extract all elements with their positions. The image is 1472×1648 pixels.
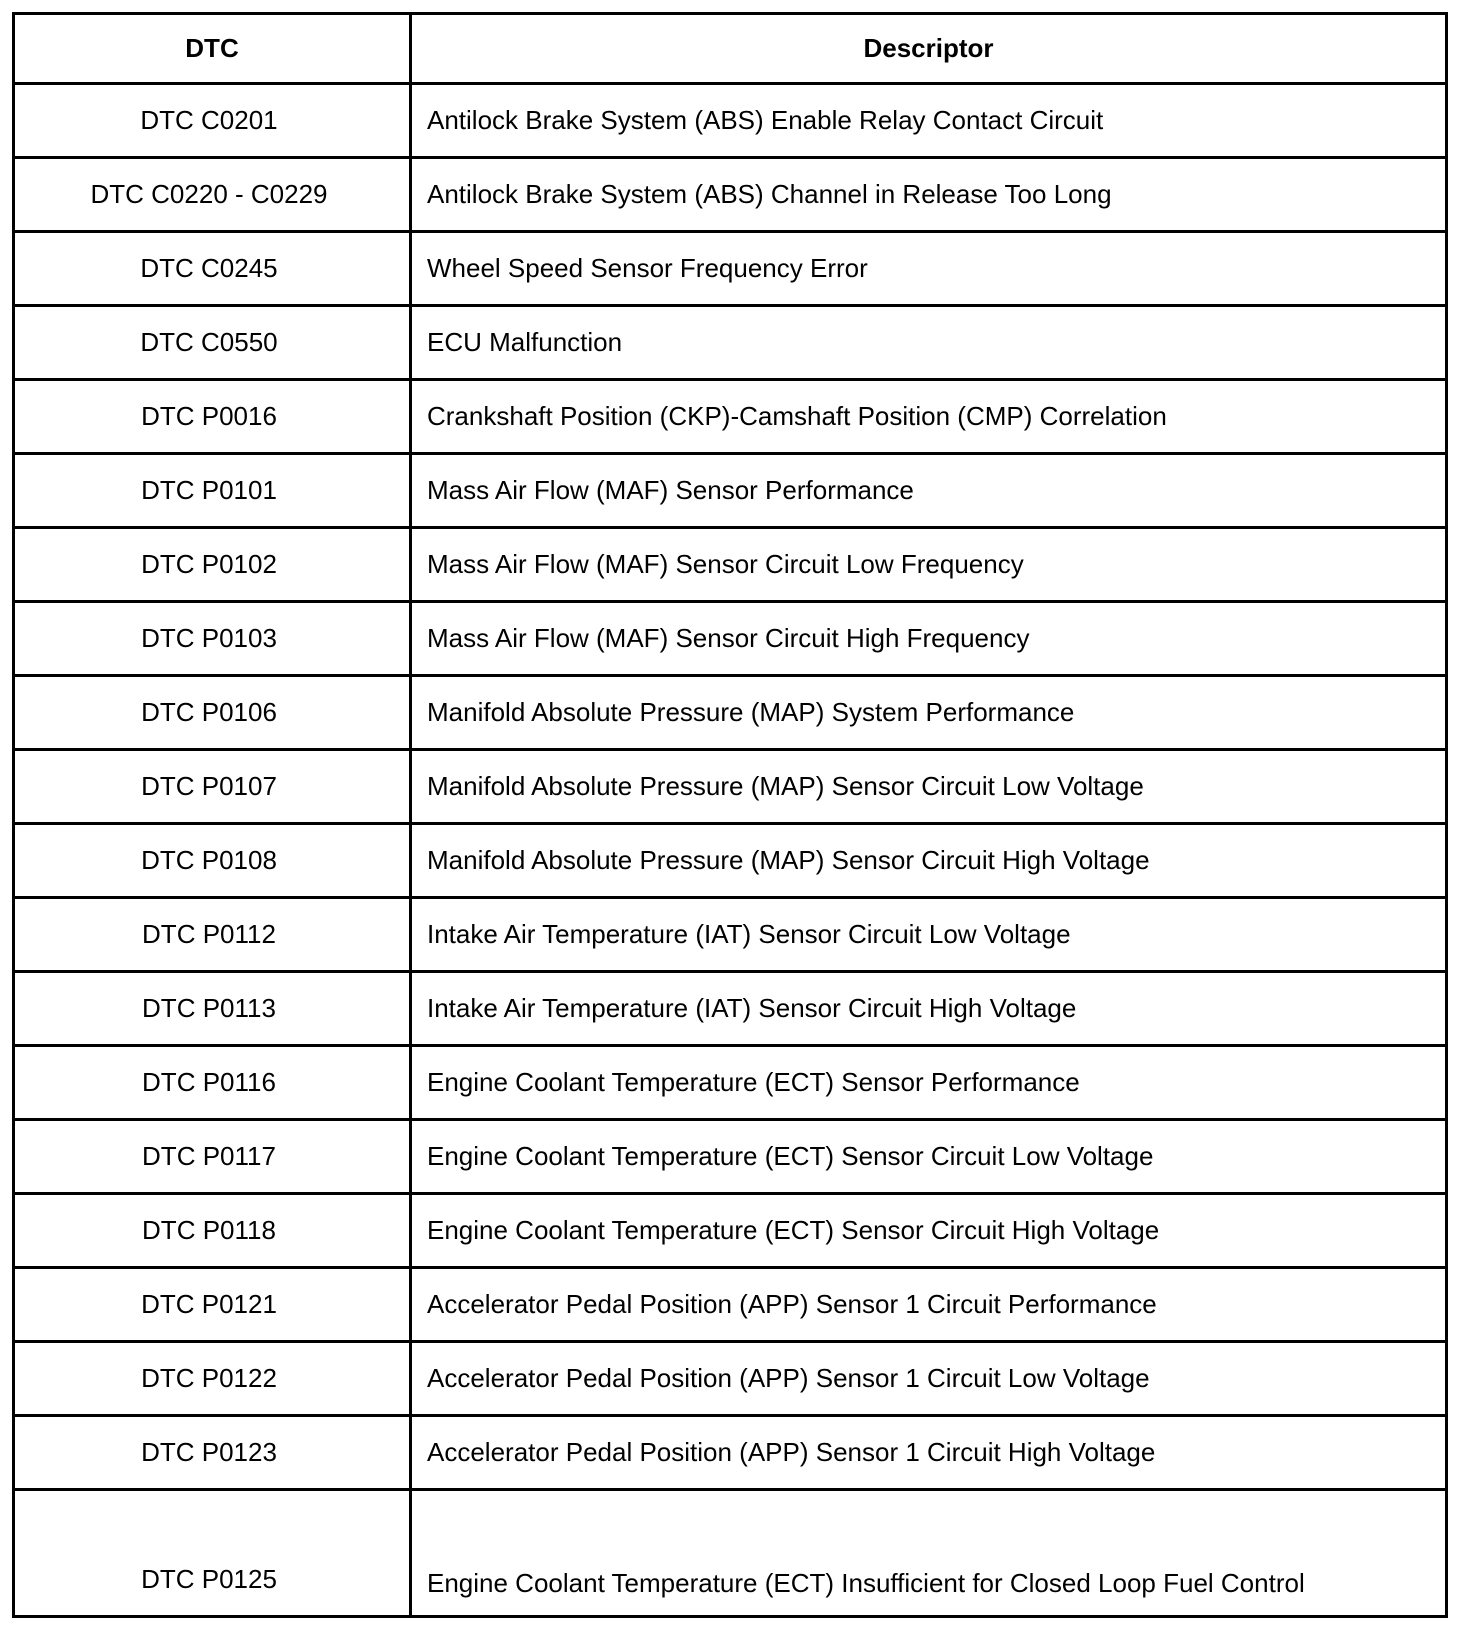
table-row (14, 380, 1447, 454)
header-descriptor: Descriptor (411, 14, 1447, 84)
table-row (14, 1268, 1447, 1342)
table-row (14, 750, 1447, 824)
descriptor-cell: Manifold Absolute Pressure (MAP) System Performance (411, 676, 1447, 750)
descriptor-cell: Intake Air Temperature (IAT) Sensor Circuit High Voltage (411, 972, 1447, 1046)
dtc-code-cell: DTC P0125 (14, 1490, 411, 1617)
descriptor-cell: Wheel Speed Sensor Frequency Error (411, 232, 1447, 306)
table-row (14, 972, 1447, 1046)
dtc-code-cell: DTC P0103 (14, 602, 411, 676)
descriptor-cell: Antilock Brake System (ABS) Channel in Release Too Long (411, 158, 1447, 232)
dtc-code-cell: DTC P0016 (14, 380, 411, 454)
dtc-code-cell: DTC P0107 (14, 750, 411, 824)
table-row (14, 824, 1447, 898)
table-row (14, 306, 1447, 380)
descriptor-cell: Mass Air Flow (MAF) Sensor Circuit Low Frequency (411, 528, 1447, 602)
descriptor-cell: ECU Malfunction (411, 306, 1447, 380)
table-row (14, 602, 1447, 676)
table-row (14, 898, 1447, 972)
descriptor-cell: Accelerator Pedal Position (APP) Sensor 1 Circuit Low Voltage (411, 1342, 1447, 1416)
descriptor-cell: Engine Coolant Temperature (ECT) Sensor Performance (411, 1046, 1447, 1120)
dtc-code-cell: DTC P0113 (14, 972, 411, 1046)
dtc-code-cell: DTC C0550 (14, 306, 411, 380)
header-dtc: DTC (14, 14, 411, 84)
table-row (14, 1194, 1447, 1268)
dtc-code-cell: DTC P0101 (14, 454, 411, 528)
dtc-code-cell: DTC P0108 (14, 824, 411, 898)
descriptor-cell: Intake Air Temperature (IAT) Sensor Circuit Low Voltage (411, 898, 1447, 972)
table-row (14, 1120, 1447, 1194)
dtc-code-cell: DTC P0102 (14, 528, 411, 602)
descriptor-cell: Mass Air Flow (MAF) Sensor Performance (411, 454, 1447, 528)
dtc-code-cell: DTC C0245 (14, 232, 411, 306)
descriptor-cell: Engine Coolant Temperature (ECT) Insufficient for Closed Loop Fuel Control (411, 1490, 1447, 1617)
dtc-code-cell: DTC C0201 (14, 84, 411, 158)
dtc-code-cell: DTC P0123 (14, 1416, 411, 1490)
table-row (14, 1046, 1447, 1120)
descriptor-cell: Accelerator Pedal Position (APP) Sensor 1 Circuit High Voltage (411, 1416, 1447, 1490)
descriptor-cell: Accelerator Pedal Position (APP) Sensor 1 Circuit Performance (411, 1268, 1447, 1342)
descriptor-cell: Engine Coolant Temperature (ECT) Sensor Circuit Low Voltage (411, 1120, 1447, 1194)
dtc-code-cell: DTC P0121 (14, 1268, 411, 1342)
descriptor-cell: Antilock Brake System (ABS) Enable Relay Contact Circuit (411, 84, 1447, 158)
dtc-code-cell: DTC P0112 (14, 898, 411, 972)
descriptor-cell: Manifold Absolute Pressure (MAP) Sensor Circuit High Voltage (411, 824, 1447, 898)
table-row (14, 84, 1447, 158)
table-header (14, 14, 1447, 84)
descriptor-cell: Engine Coolant Temperature (ECT) Sensor Circuit High Voltage (411, 1194, 1447, 1268)
descriptor-cell: Crankshaft Position (CKP)-Camshaft Position (CMP) Correlation (411, 380, 1447, 454)
descriptor-cell: Manifold Absolute Pressure (MAP) Sensor Circuit Low Voltage (411, 750, 1447, 824)
dtc-code-cell: DTC P0116 (14, 1046, 411, 1120)
descriptor-cell: Mass Air Flow (MAF) Sensor Circuit High Frequency (411, 602, 1447, 676)
dtc-code-cell: DTC P0118 (14, 1194, 411, 1268)
table-row (14, 158, 1447, 232)
dtc-table (12, 12, 1448, 1618)
dtc-code-cell: DTC P0106 (14, 676, 411, 750)
dtc-code-cell: DTC P0117 (14, 1120, 411, 1194)
table-row (14, 528, 1447, 602)
header-row (14, 14, 1447, 84)
table-row (14, 676, 1447, 750)
table-row (14, 232, 1447, 306)
table-row (14, 1342, 1447, 1416)
table-row (14, 1416, 1447, 1490)
table-row (14, 454, 1447, 528)
table-body (14, 84, 1447, 1617)
dtc-code-cell: DTC P0122 (14, 1342, 411, 1416)
table-row (14, 1490, 1447, 1617)
dtc-code-cell: DTC C0220 - C0229 (14, 158, 411, 232)
